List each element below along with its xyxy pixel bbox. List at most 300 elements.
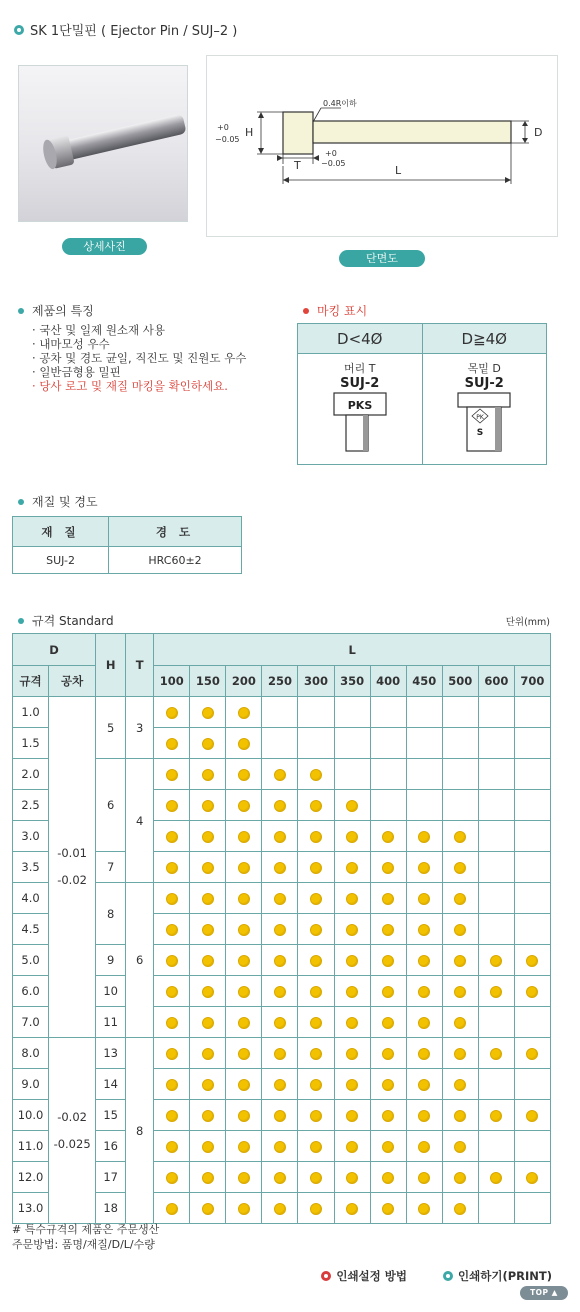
available-dot-icon (238, 1203, 250, 1215)
neck-stamp-logo: PK (476, 414, 485, 421)
spec-availability-cell (190, 821, 226, 852)
spec-d-tolerance (49, 697, 96, 1038)
spec-t-value: 6 (126, 883, 154, 1038)
t-label: T (294, 159, 301, 172)
spec-availability-cell (262, 945, 298, 976)
spec-availability-cell (442, 976, 478, 1007)
hardness-header: 경 도 (109, 517, 242, 547)
available-dot-icon (274, 1017, 286, 1029)
spec-table (12, 633, 551, 1224)
marking-table (297, 323, 547, 465)
spec-availability-cell (190, 1131, 226, 1162)
available-dot-icon (238, 955, 250, 967)
spec-availability-cell (478, 945, 514, 976)
available-dot-icon (274, 1141, 286, 1153)
spec-availability-cell (298, 1038, 334, 1069)
feature-item: · 일반금형용 밀핀 (32, 365, 246, 379)
spec-availability-cell (262, 697, 298, 728)
spec-availability-cell (478, 1100, 514, 1131)
spec-availability-cell (442, 914, 478, 945)
spec-availability-cell (370, 883, 406, 914)
spec-header-l-value: 400 (370, 666, 406, 697)
spec-availability-cell (514, 883, 550, 914)
available-dot-icon (454, 1048, 466, 1060)
available-dot-icon (310, 831, 322, 843)
spec-h-value: 16 (96, 1131, 126, 1162)
spec-availability-cell (298, 728, 334, 759)
spec-t-value: 8 (126, 1038, 154, 1224)
neck-stamp-letter: S (477, 428, 484, 438)
spec-availability-cell (154, 852, 190, 883)
radius-label: 0.4R이하 (323, 99, 357, 108)
spec-header-l-value: 700 (514, 666, 550, 697)
available-dot-icon (238, 1110, 250, 1122)
available-dot-icon (166, 800, 178, 812)
marking-material-small: SUJ-2 (340, 376, 380, 391)
spec-d-size: 5.0 (13, 945, 49, 976)
spec-availability-cell (370, 945, 406, 976)
spec-availability-cell (298, 697, 334, 728)
spec-availability-cell (514, 1038, 550, 1069)
spec-availability-cell (298, 914, 334, 945)
spec-availability-cell (262, 790, 298, 821)
spec-d-size: 11.0 (13, 1131, 49, 1162)
spec-availability-cell (190, 1100, 226, 1131)
spec-availability-cell (406, 976, 442, 1007)
spec-d-size: 1.0 (13, 697, 49, 728)
available-dot-icon (310, 1203, 322, 1215)
available-dot-icon (382, 893, 394, 905)
available-dot-icon (166, 769, 178, 781)
spec-d-tolerance (49, 1038, 96, 1224)
spec-availability-cell (478, 914, 514, 945)
spec-h-value: 14 (96, 1069, 126, 1100)
spec-d-size: 9.0 (13, 1069, 49, 1100)
available-dot-icon (166, 831, 178, 843)
available-dot-icon (490, 1172, 502, 1184)
spec-d-size: 3.5 (13, 852, 49, 883)
available-dot-icon (382, 955, 394, 967)
spec-availability-cell (370, 1100, 406, 1131)
spec-availability-cell (514, 1162, 550, 1193)
spec-header-l-value: 350 (334, 666, 370, 697)
spec-availability-cell (298, 1007, 334, 1038)
available-dot-icon (274, 1203, 286, 1215)
spec-availability-cell (226, 852, 262, 883)
available-dot-icon (238, 1172, 250, 1184)
spec-availability-cell (514, 697, 550, 728)
spec-availability-cell (262, 1131, 298, 1162)
spec-availability-cell (334, 883, 370, 914)
available-dot-icon (274, 1079, 286, 1091)
spec-d-size: 12.0 (13, 1162, 49, 1193)
available-dot-icon (490, 986, 502, 998)
available-dot-icon (418, 1203, 430, 1215)
spec-availability-cell (298, 1131, 334, 1162)
available-dot-icon (418, 1048, 430, 1060)
spec-availability-cell (514, 976, 550, 1007)
spec-bullet-icon (18, 618, 24, 624)
available-dot-icon (418, 862, 430, 874)
spec-availability-cell (262, 914, 298, 945)
page-title-text: SK 1단밀핀 ( Ejector Pin / SUJ–2 ) (30, 24, 238, 39)
spec-availability-cell (406, 1038, 442, 1069)
spec-availability-cell (298, 759, 334, 790)
photo-detail-button[interactable]: 상세사진 (62, 238, 147, 255)
print-setup-label: 인쇄설정 방법 (336, 1269, 408, 1283)
spec-availability-cell (370, 697, 406, 728)
spec-d-size: 2.0 (13, 759, 49, 790)
available-dot-icon (166, 862, 178, 874)
spec-availability-cell (154, 883, 190, 914)
spec-h-value: 17 (96, 1162, 126, 1193)
spec-availability-cell (334, 821, 370, 852)
spec-h-value: 10 (96, 976, 126, 1007)
t-tol-plus: +0 (325, 149, 337, 158)
spec-availability-cell (190, 883, 226, 914)
available-dot-icon (274, 955, 286, 967)
available-dot-icon (490, 1048, 502, 1060)
spec-availability-cell (154, 790, 190, 821)
available-dot-icon (310, 769, 322, 781)
spec-availability-cell (406, 1131, 442, 1162)
spec-availability-cell (406, 1007, 442, 1038)
spec-header-d: D (13, 634, 96, 666)
spec-availability-cell (334, 790, 370, 821)
d-label: D (534, 126, 543, 139)
spec-availability-cell (370, 852, 406, 883)
spec-availability-cell (334, 945, 370, 976)
spec-availability-cell (334, 1038, 370, 1069)
available-dot-icon (310, 893, 322, 905)
ejector-pin-image (19, 66, 188, 222)
spec-availability-cell (514, 1007, 550, 1038)
available-dot-icon (166, 893, 178, 905)
spec-availability-cell (442, 1193, 478, 1224)
spec-header-l-value: 600 (478, 666, 514, 697)
available-dot-icon (418, 1141, 430, 1153)
spec-availability-cell (154, 1038, 190, 1069)
available-dot-icon (274, 924, 286, 936)
spec-availability-cell (334, 1007, 370, 1038)
spec-availability-cell (478, 1131, 514, 1162)
spec-h-value: 6 (96, 759, 126, 852)
available-dot-icon (202, 769, 214, 781)
available-dot-icon (166, 1079, 178, 1091)
spec-availability-cell (514, 790, 550, 821)
available-dot-icon (238, 769, 250, 781)
spec-h-value: 15 (96, 1100, 126, 1131)
spec-availability-cell (406, 759, 442, 790)
spec-availability-cell (478, 1069, 514, 1100)
spec-availability-cell (190, 852, 226, 883)
spec-availability-cell (406, 914, 442, 945)
spec-availability-cell (370, 1131, 406, 1162)
marking-position-small: 머리 T (344, 362, 376, 375)
scroll-top-button[interactable]: TOP ▲ (520, 1286, 568, 1300)
available-dot-icon (166, 1141, 178, 1153)
material-heading (18, 493, 98, 510)
spec-availability-cell (262, 1007, 298, 1038)
print-button[interactable] (443, 1268, 552, 1284)
available-dot-icon (274, 1048, 286, 1060)
print-icon (443, 1271, 453, 1281)
available-dot-icon (310, 955, 322, 967)
available-dot-icon (202, 800, 214, 812)
spec-d-size: 4.5 (13, 914, 49, 945)
spec-availability-cell (514, 1193, 550, 1224)
marking-material-large: SUJ-2 (464, 376, 504, 391)
available-dot-icon (202, 1203, 214, 1215)
spec-availability-cell (406, 821, 442, 852)
spec-availability-cell (190, 759, 226, 790)
available-dot-icon (166, 1110, 178, 1122)
spec-availability-cell (190, 1193, 226, 1224)
available-dot-icon (346, 1110, 358, 1122)
available-dot-icon (310, 862, 322, 874)
available-dot-icon (166, 1048, 178, 1060)
marking-bullet-icon (303, 308, 309, 314)
spec-t-value: 3 (126, 697, 154, 759)
spec-availability-cell (262, 728, 298, 759)
spec-availability-cell (262, 759, 298, 790)
available-dot-icon (310, 924, 322, 936)
available-dot-icon (418, 1172, 430, 1184)
spec-availability-cell (514, 1131, 550, 1162)
spec-availability-cell (334, 1193, 370, 1224)
available-dot-icon (418, 1110, 430, 1122)
spec-availability-cell (154, 728, 190, 759)
spec-availability-cell (226, 914, 262, 945)
spec-availability-cell (406, 945, 442, 976)
feature-item: · 공차 및 경도 균일, 직진도 및 진원도 우수 (32, 351, 246, 365)
spec-availability-cell (154, 945, 190, 976)
print-setup-button[interactable] (321, 1268, 407, 1284)
spec-h-value: 11 (96, 1007, 126, 1038)
available-dot-icon (202, 1141, 214, 1153)
spec-d-size: 7.0 (13, 1007, 49, 1038)
available-dot-icon (274, 1172, 286, 1184)
spec-availability-cell (478, 1193, 514, 1224)
spec-availability-cell (514, 759, 550, 790)
h-label: H (245, 126, 254, 139)
available-dot-icon (274, 862, 286, 874)
spec-availability-cell (370, 759, 406, 790)
spec-d-size: 1.5 (13, 728, 49, 759)
available-dot-icon (346, 986, 358, 998)
spec-header-l-value: 250 (262, 666, 298, 697)
spec-availability-cell (406, 1193, 442, 1224)
spec-availability-cell (262, 821, 298, 852)
spec-availability-cell (226, 1038, 262, 1069)
available-dot-icon (418, 893, 430, 905)
available-dot-icon (202, 1079, 214, 1091)
cross-section-button[interactable]: 단면도 (339, 250, 425, 267)
marking-header-large: D≧4Ø (422, 324, 547, 354)
available-dot-icon (382, 1048, 394, 1060)
spec-header-l-value: 100 (154, 666, 190, 697)
spec-availability-cell (154, 821, 190, 852)
available-dot-icon (346, 924, 358, 936)
spec-tolerance-value: -0.02 (57, 1109, 87, 1124)
spec-availability-cell (514, 821, 550, 852)
available-dot-icon (454, 1203, 466, 1215)
spec-availability-cell (154, 1100, 190, 1131)
available-dot-icon (382, 1110, 394, 1122)
spec-d-size: 2.5 (13, 790, 49, 821)
spec-availability-cell (298, 1162, 334, 1193)
spec-availability-cell (442, 697, 478, 728)
spec-h-value: 8 (96, 883, 126, 945)
available-dot-icon (202, 924, 214, 936)
available-dot-icon (526, 955, 538, 967)
note-custom-order: # 특수규격의 제품은 주문생산 (12, 1223, 160, 1236)
spec-availability-cell (442, 759, 478, 790)
spec-header-d-size: 규격 (13, 666, 49, 697)
spec-availability-cell (226, 821, 262, 852)
available-dot-icon (310, 800, 322, 812)
spec-header-l-value: 150 (190, 666, 226, 697)
spec-availability-cell (478, 728, 514, 759)
spec-availability-cell (226, 976, 262, 1007)
spec-availability-cell (190, 697, 226, 728)
available-dot-icon (238, 862, 250, 874)
spec-availability-cell (190, 1069, 226, 1100)
spec-availability-cell (154, 1007, 190, 1038)
available-dot-icon (454, 986, 466, 998)
neck-stamp-icon (454, 391, 514, 453)
cross-section-diagram (206, 55, 558, 237)
spec-availability-cell (514, 728, 550, 759)
spec-availability-cell (478, 883, 514, 914)
available-dot-icon (382, 986, 394, 998)
spec-d-size: 6.0 (13, 976, 49, 1007)
available-dot-icon (382, 1017, 394, 1029)
spec-heading-text: 규격 Standard (32, 614, 114, 628)
spec-availability-cell (298, 976, 334, 1007)
spec-availability-cell (190, 945, 226, 976)
spec-availability-cell (370, 821, 406, 852)
spec-availability-cell (154, 697, 190, 728)
available-dot-icon (166, 924, 178, 936)
available-dot-icon (202, 738, 214, 750)
available-dot-icon (202, 986, 214, 998)
spec-availability-cell (478, 976, 514, 1007)
available-dot-icon (454, 831, 466, 843)
available-dot-icon (274, 769, 286, 781)
spec-h-value: 13 (96, 1038, 126, 1069)
spec-availability-cell (262, 976, 298, 1007)
available-dot-icon (238, 800, 250, 812)
spec-availability-cell (190, 914, 226, 945)
marking-header-small: D<4Ø (298, 324, 423, 354)
print-buttons (321, 1268, 552, 1284)
spec-availability-cell (154, 1193, 190, 1224)
spec-availability-cell (334, 728, 370, 759)
hardness-value: HRC60±2 (109, 547, 242, 574)
available-dot-icon (382, 1172, 394, 1184)
available-dot-icon (454, 1110, 466, 1122)
available-dot-icon (166, 1172, 178, 1184)
spec-availability-cell (154, 1131, 190, 1162)
features-heading-text: 제품의 특징 (32, 304, 94, 318)
spec-availability-cell (334, 852, 370, 883)
l-label: L (395, 164, 402, 177)
spec-availability-cell (514, 1069, 550, 1100)
available-dot-icon (346, 893, 358, 905)
spec-d-size: 8.0 (13, 1038, 49, 1069)
available-dot-icon (202, 893, 214, 905)
spec-availability-cell (334, 976, 370, 1007)
spec-availability-cell (442, 1007, 478, 1038)
spec-availability-cell (262, 1069, 298, 1100)
spec-availability-cell (334, 1069, 370, 1100)
spec-d-size: 13.0 (13, 1193, 49, 1224)
available-dot-icon (166, 1017, 178, 1029)
spec-availability-cell (442, 945, 478, 976)
spec-availability-cell (514, 852, 550, 883)
spec-availability-cell (226, 759, 262, 790)
available-dot-icon (382, 831, 394, 843)
available-dot-icon (346, 1141, 358, 1153)
spec-availability-cell (406, 883, 442, 914)
spec-availability-cell (442, 728, 478, 759)
material-header: 재 질 (13, 517, 109, 547)
spec-availability-cell (442, 1162, 478, 1193)
available-dot-icon (238, 924, 250, 936)
available-dot-icon (274, 800, 286, 812)
h-tol-minus: −0.05 (215, 135, 240, 144)
spec-availability-cell (442, 883, 478, 914)
spec-d-size: 3.0 (13, 821, 49, 852)
spec-availability-cell (298, 945, 334, 976)
material-heading-text: 재질 및 경도 (32, 495, 98, 509)
available-dot-icon (202, 831, 214, 843)
spec-availability-cell (226, 1100, 262, 1131)
spec-availability-cell (226, 1007, 262, 1038)
available-dot-icon (202, 1110, 214, 1122)
spec-availability-cell (154, 914, 190, 945)
available-dot-icon (238, 738, 250, 750)
spec-availability-cell (262, 1100, 298, 1131)
spec-availability-cell (442, 1069, 478, 1100)
product-photo[interactable] (18, 65, 188, 222)
spec-availability-cell (442, 821, 478, 852)
available-dot-icon (310, 1079, 322, 1091)
spec-availability-cell (262, 1038, 298, 1069)
spec-availability-cell (334, 1131, 370, 1162)
spec-availability-cell (190, 790, 226, 821)
t-tol-minus: −0.05 (321, 159, 346, 168)
spec-availability-cell (154, 1069, 190, 1100)
spec-t-value: 4 (126, 759, 154, 883)
head-stamp-text: PKS (347, 399, 373, 412)
spec-unit: 단위(mm) (505, 617, 550, 628)
spec-availability-cell (226, 945, 262, 976)
spec-availability-cell (190, 1007, 226, 1038)
marking-heading (303, 302, 367, 319)
spec-availability-cell (478, 821, 514, 852)
spec-availability-cell (370, 1162, 406, 1193)
spec-availability-cell (226, 728, 262, 759)
spec-availability-cell (514, 1100, 550, 1131)
spec-availability-cell (262, 1162, 298, 1193)
spec-availability-cell (154, 1162, 190, 1193)
spec-availability-cell (442, 790, 478, 821)
available-dot-icon (310, 1172, 322, 1184)
spec-availability-cell (442, 852, 478, 883)
spec-availability-cell (226, 883, 262, 914)
